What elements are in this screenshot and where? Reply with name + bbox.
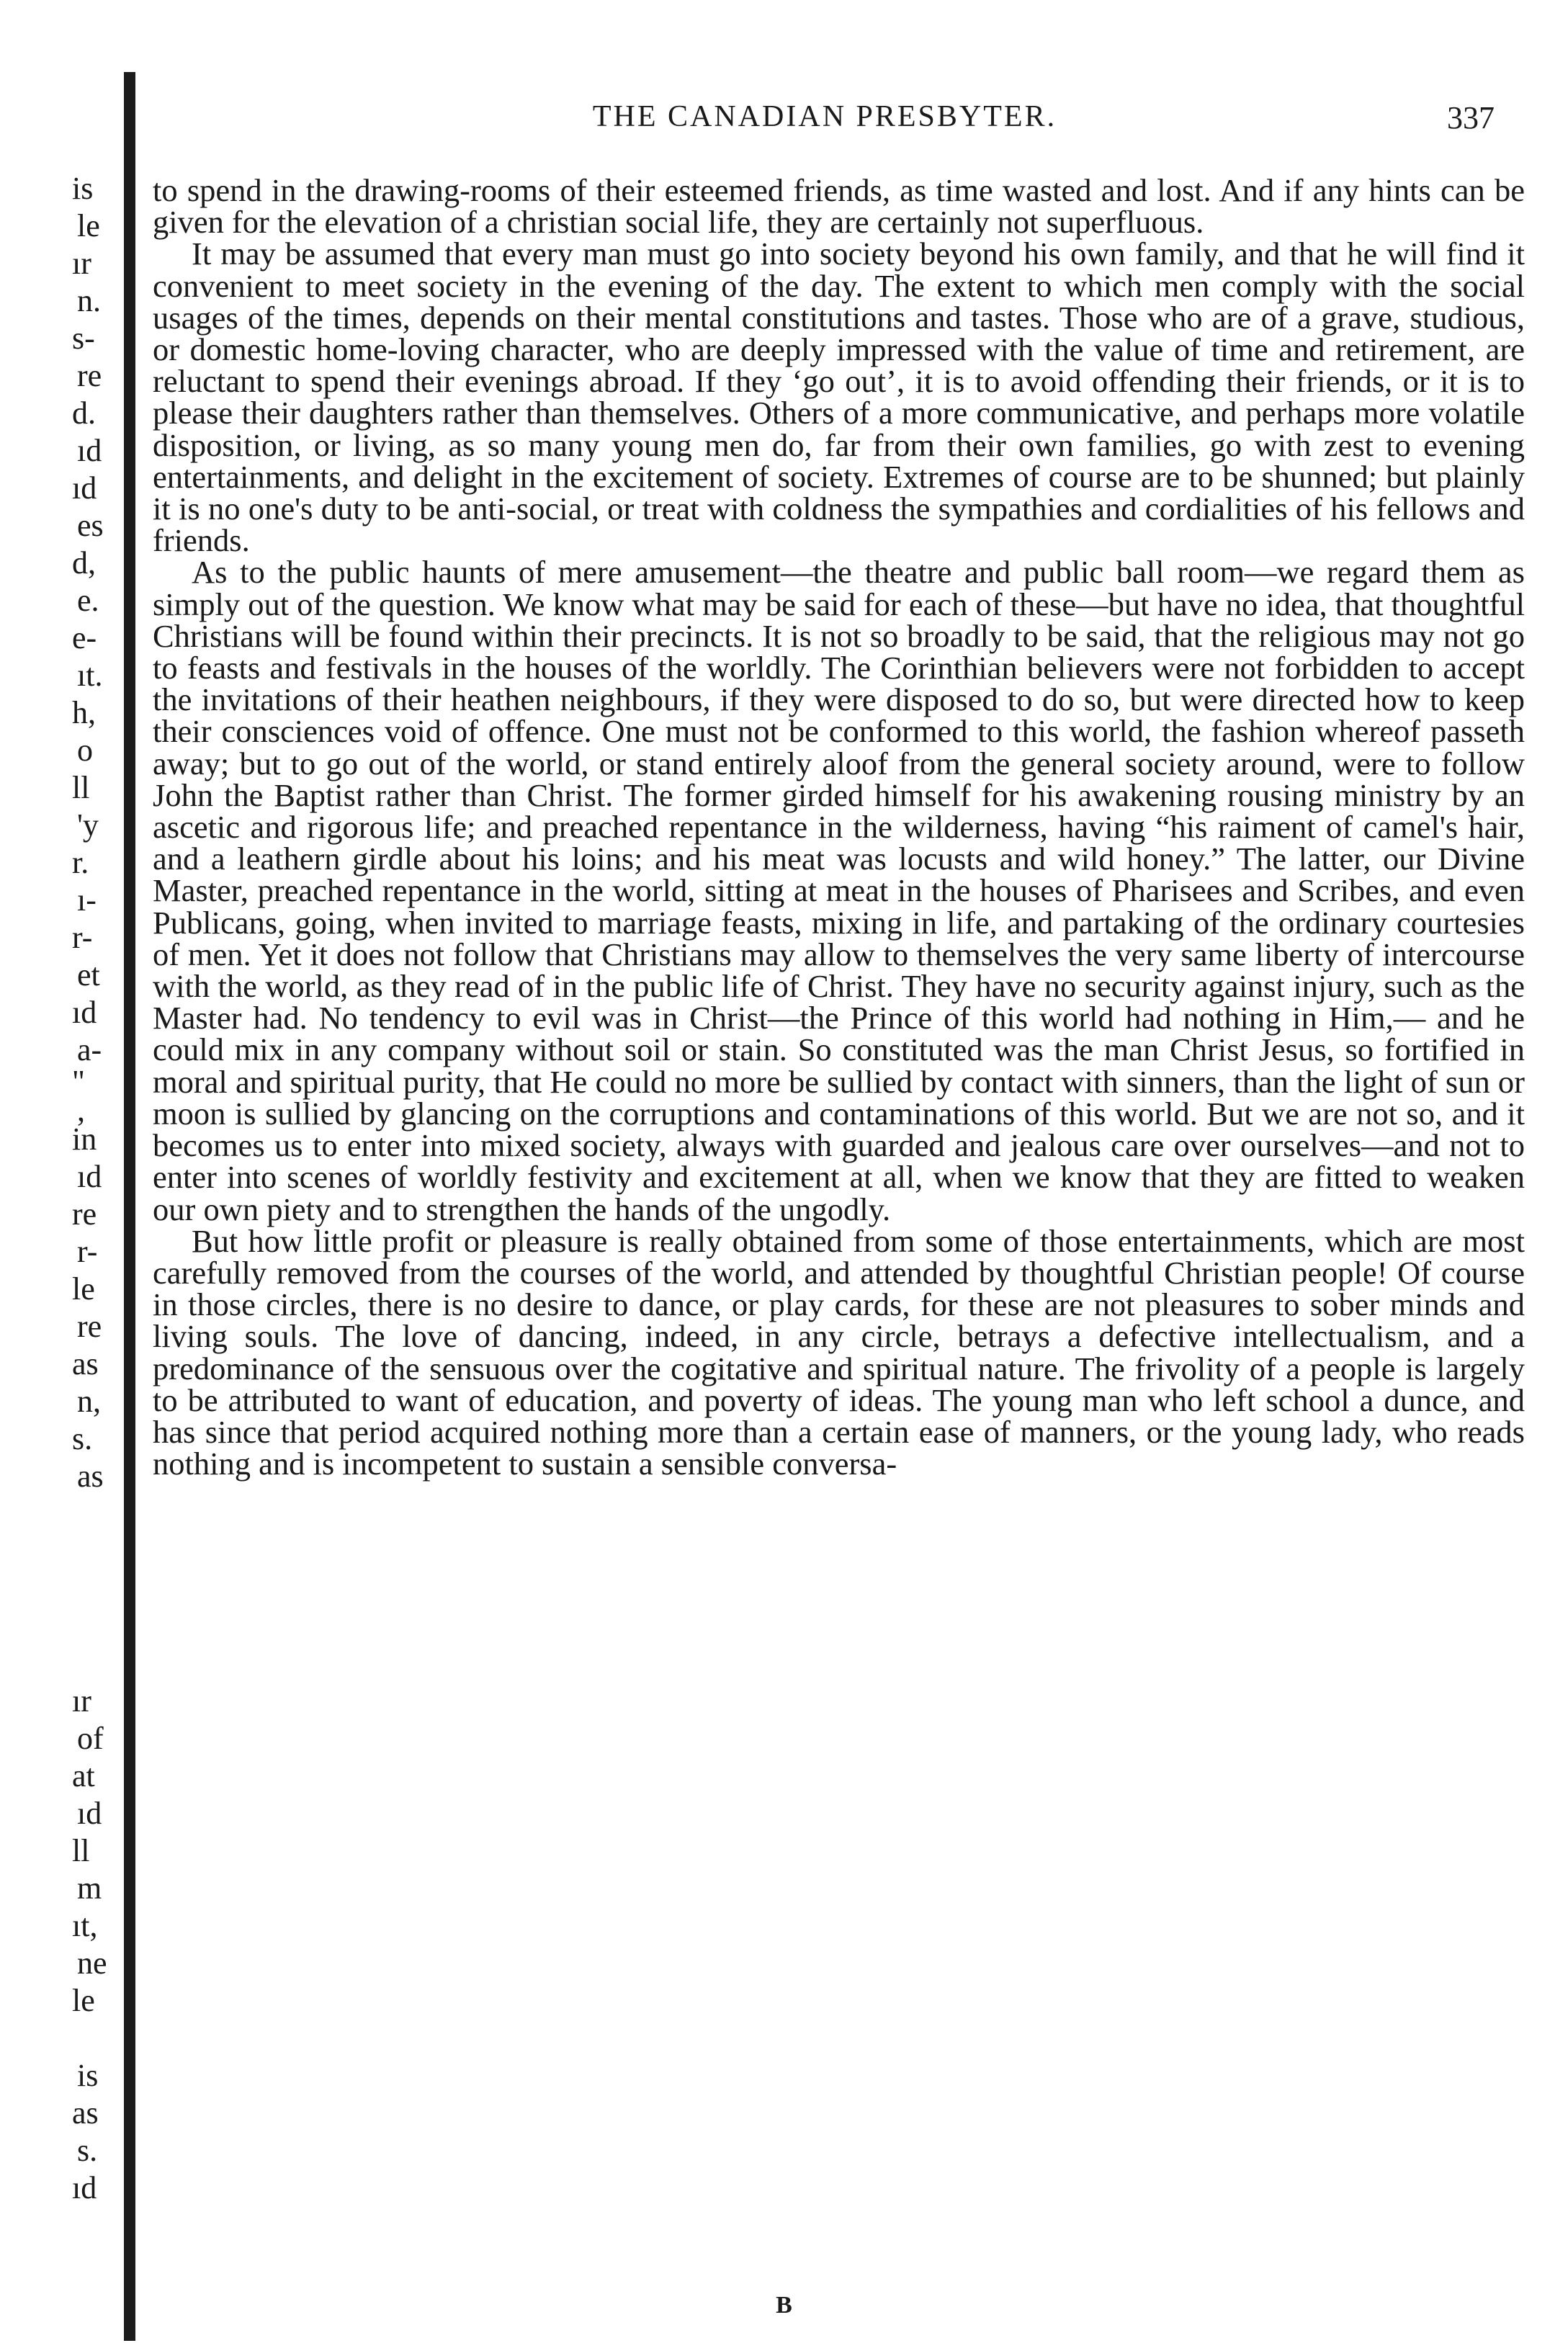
margin-fragment: n. xyxy=(77,283,101,318)
margin-fragment: ıd xyxy=(72,470,97,506)
margin-fragment: m xyxy=(77,1871,102,1906)
margin-fragment: ıt. xyxy=(77,658,103,693)
margin-fragment: ıd xyxy=(77,433,102,468)
margin-fragment: " xyxy=(72,1064,85,1099)
margin-fragment: of xyxy=(77,1721,104,1756)
margin-fragment: ıd xyxy=(77,1159,102,1194)
margin-fragment: ll xyxy=(72,770,90,805)
margin-fragment: ıt, xyxy=(72,1908,98,1943)
margin-fragment: is xyxy=(72,171,94,206)
margin-fragment: ll xyxy=(72,1833,90,1868)
margin-fragment: ıd xyxy=(72,2170,97,2205)
margin-fragment: re xyxy=(72,1196,97,1232)
margin-fragment: ıd xyxy=(72,995,97,1030)
margin-fragment: ıd xyxy=(77,1796,102,1831)
signature-mark: B xyxy=(776,2292,792,2319)
article-body xyxy=(153,172,1525,1482)
paragraph: It may be assumed that every man must go into society beyond his own family, and that he will find it convenient to meet society in the evening of the day. The extent to which men comply with the social usages of the times, depends on their mental constitutions and tastes. Those who are of a grave, studious, or domestic home-loving character, who are deeply impressed with the value of time and retirement, are reluctant to spend their evenings abroad. If they ‘go out’, it is to avoid offending their friends, or it is to please their daughters rather than themselves. Others of a more communicative, and perhaps more volatile disposition, or living, as so many young men do, far from their own families, go with zest to evening entertainments, and delight in the excitement of society. Extremes of course are to be shunned; but plainly it is no one's duty to be anti-social, or treat with coldness the sympathies and cordialities of his fellows and friends. xyxy=(153,236,1525,559)
margin-fragment: s- xyxy=(72,321,95,356)
margin-fragment: d. xyxy=(72,395,96,431)
margin-fragment: as xyxy=(77,1459,104,1494)
margin-fragment: 'y xyxy=(77,807,99,843)
margin-fragment: s. xyxy=(72,1421,93,1456)
paragraph: As to the public haunts of mere amusement—the theatre and public ball room—we regard them as simply out of the question. We know what may be said for each of these—but have no idea, that thoughtful Christians will be found within their precincts. It is not so broadly to be said, that the religious may not go to feasts and festivals in the houses of the worldly. The Corinthian believers were not forbidden to accept the invitations of their heathen neighbours, if they were disposed to do so, but were directed how to keep their consciences void of offence. One must not be conformed to this world, the fashion whereof passeth away; but to go out of the world, or stand entirely aloof from the general society around, were to follow John the Baptist rather than Christ. The former girded himself for his awakening rousing ministry by an ascetic and rigorous life; and preached repentance in the wilderness, having “his raiment of camel's hair, and a leathern girdle about his loins; and his meat was locusts and wild honey.” The latter, our Divine Master, preached repentance in the world, sitting at meat in the houses of Pharisees and Scribes, and even Publicans, going, when invited to marriage feasts, mixing in life, and partaking of the ordinary courtesies of men. Yet it does not follow that Christians may allow to themselves the very same liberty of intercourse with the world, as they read of in the public life of Christ. They have no security against injury, such as the Master had. No tendency to evil was in Christ—the Prince of this world had nothing in Him,— and he could mix in any company without soil or stain. So constituted was the man Christ Jesus, so fortified in moral and spiritual purity, that He could no more be sullied by contact with sinners, than the light of sun or moon is sullied by glancing on the corruptions and contaminations of this world. But we are not so, and it becomes us to enter into mixed society, always with guarded and jealous care over ourselves—and not to enter into scenes of worldly festivity and excitement at all, when we know that they are fitted to weaken our own piety and to strengthen the hands of the ungodly. xyxy=(153,554,1525,1227)
margin-fragment: o xyxy=(77,733,93,768)
left-margin-fragments xyxy=(0,0,115,2343)
page-number: 337 xyxy=(1447,100,1495,135)
margin-fragment: et xyxy=(77,957,100,993)
margin-fragment: a- xyxy=(77,1032,102,1067)
margin-fragment: ı- xyxy=(77,882,97,918)
margin-fragment: le xyxy=(77,208,100,243)
margin-fragment: ne xyxy=(77,1945,107,1981)
running-head xyxy=(155,94,1495,137)
margin-fragment: le xyxy=(72,1271,95,1307)
margin-fragment: es xyxy=(77,508,104,543)
margin-fragment: ır xyxy=(72,246,91,281)
margin-fragment: le xyxy=(72,1983,95,2018)
margin-fragment: as xyxy=(72,1346,99,1381)
margin-fragment: r. xyxy=(72,845,89,880)
margin-fragment: ır xyxy=(72,1683,91,1719)
margin-fragment: re xyxy=(77,1309,102,1344)
margin-fragment: d, xyxy=(72,545,96,581)
margin-fragment: is xyxy=(77,2058,99,2093)
margin-fragment: re xyxy=(77,358,102,393)
margin-fragment: s. xyxy=(77,2133,98,2168)
margin-fragment: e. xyxy=(77,583,99,618)
running-title: THE CANADIAN PRESBYTER. xyxy=(592,100,1057,133)
margin-fragment: at xyxy=(72,1758,95,1793)
margin-fragment: r- xyxy=(77,1234,98,1269)
margin-fragment: h, xyxy=(72,695,96,730)
margin-fragment: in xyxy=(72,1121,97,1157)
margin-fragment: , xyxy=(77,1093,85,1128)
margin-fragment: r- xyxy=(72,920,93,955)
margin-fragment: e- xyxy=(72,620,97,655)
margin-fragment: n, xyxy=(77,1384,101,1419)
paragraph: to spend in the drawing-rooms of their esteemed friends, as time wasted and lost. And if any hints can be given for the elevation of a christian social life, they are certainly not superfluous. xyxy=(153,172,1525,241)
paragraph: But how little profit or pleasure is really obtained from some of those entertainments, which are most carefully removed from the courses of the world, and attended by thoughtful Christian people! Of course in those circles, there is no desire to dance, or play cards, for these are not pleasures to sober minds and living souls. The love of dancing, indeed, in any circle, betrays a defective intellectualism, and a predominance of the sensuous over the cogitative and spiritual nature. The frivolity of a people is largely to be attributed to want of education, and poverty of ideas. The young man who left school a dunce, and has since that period acquired nothing more than a certain ease of manners, or the young lady, who reads nothing and is incompetent to sustain a sensible conversa- xyxy=(153,1222,1525,1482)
margin-fragment: as xyxy=(72,2095,99,2131)
binding-shadow xyxy=(124,72,135,2341)
